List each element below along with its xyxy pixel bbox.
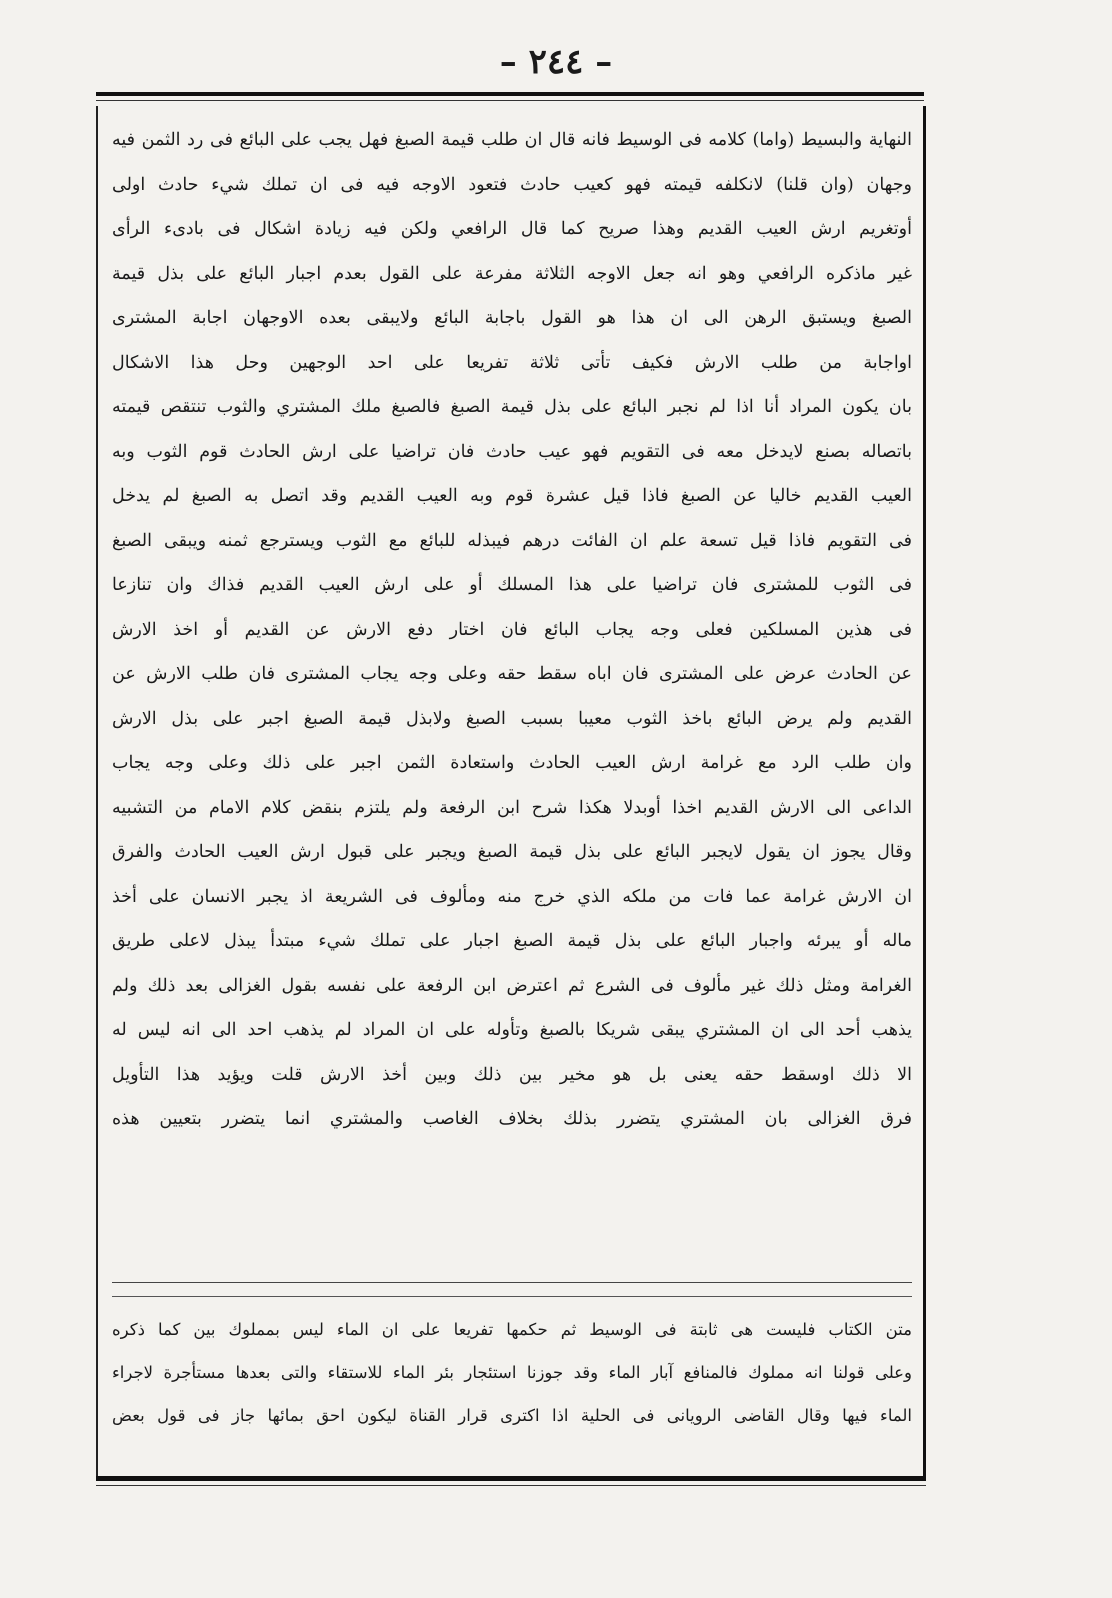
main-line: وان طلب الرد مع غرامة ارش العيب الحادث واستعادة الثمن اجبر على ذلك وعلى وجه يجاب xyxy=(112,753,912,773)
main-line: النهاية والبسيط (واما) كلامه فى الوسيط فانه قال ان طلب قيمة الصبغ فهل يجب على البائع فى رد الثمن فيه xyxy=(112,130,912,150)
top-rule-thin xyxy=(96,100,924,101)
main-line: غير ماذكره الرافعي وهو انه جعل الاوجه الثلاثة مفرعة على القول بعدم اجبار البائع على بذل قيمة xyxy=(112,263,912,284)
main-line: يذهب أحد الى ان المشتري يبقى شريكا بالصبغ وتأوله على ان المراد لم يذهب احد الى انه ليس له xyxy=(112,1020,912,1040)
main-line: ماله أو يبرئه واجبار البائع على بذل قيمة الصبغ اجبار على تملك شيء مبتدأ يبذل لاعلى طريق xyxy=(112,931,912,951)
main-line: الداعى الى الارش القديم اخذا أوبدلا هكذا شرح ابن الرفعة ولم يلتزم بنقض كلام الامام من التشبيه xyxy=(112,797,912,818)
main-line: باتصاله بصنع لايدخل معه فى التقويم فهو عيب حادث فان تراضيا على ارش الحادث قوم الثوب وبه xyxy=(112,441,912,462)
main-line: بان يكون المراد أنا اذا لم نجبر البائع على بذل قيمة الصبغ فالصبغ ملك المشتري والثوب تنتقص قيمته xyxy=(112,397,912,417)
main-line: فى الثوب للمشترى فان تراضيا على هذا المسلك أو على ارش العيب القديم فذاك وان تنازعا xyxy=(112,575,912,595)
footnote-divider-thin xyxy=(112,1296,912,1297)
main-line: الا ذلك اوسقط حقه يعنى بل هو مخير بين ذلك وبين أخذ الارش قلت ويؤيد هذا التأويل xyxy=(112,1064,912,1085)
top-rule xyxy=(96,92,924,96)
main-line: العيب القديم خاليا عن الصبغ فاذا قيل عشرة قوم وبه العيب القديم وقد اتصل به الصبغ لم يدخل xyxy=(112,486,912,506)
page-number: – ٢٤٤ – xyxy=(499,42,613,82)
footnote-line: متن الكتاب فليست هى ثابتة فى الوسيط ثم حكمها تفريعا على ان الماء ليس بمملوك بين كما ذكره xyxy=(112,1320,912,1339)
main-line: عن الحادث عرض على المشترى فان اباه سقط حقه وعلى وجه يجاب المشترى فان طلب الارش عن xyxy=(112,664,912,684)
main-line: القديم ولم يرض البائع باخذ الثوب معيبا بسبب الصبغ ولابذل قيمة الصبغ اجبر على بذل الارش xyxy=(112,708,912,729)
bottom-rule xyxy=(96,1476,926,1481)
main-line: فى التقويم فاذا قيل تسعة علم ان الفائت درهم فيبذله للبائع مع الثوب ويسترجع ثمنه ويبقى الصبغ xyxy=(112,530,912,551)
main-line: ان الارش غرامة عما فات من ملكه الذي خرج منه ومألوف فى الشريعة اذ يجبر الانسان على أخذ xyxy=(112,886,912,907)
footnote-text xyxy=(112,1308,912,1437)
main-line: فى هذين المسلكين فعلى وجه يجاب البائع فان اختار دفع الارش عن القديم أو اخذ الارش xyxy=(112,619,912,640)
main-text xyxy=(112,118,912,1142)
footnote-line: الماء فيها وقال القاضى الرويانى فى الحلية اذا اكترى قرار القناة ليكون احق بمائها جاز فى قول بعض xyxy=(112,1406,912,1425)
footnote-line: وعلى قولنا انه مملوك فالمنافع آبار الماء وقد جوزنا استئجار بئر الماء للاستقاء والتى بعدها مستأجرة لاجراء xyxy=(112,1363,912,1382)
main-line: وجهان (وان قلنا) لانكلفه قيمته فهو كعيب حادث فتعود الاوجه فيه فى ان تملك شيء حادث اولى xyxy=(112,174,912,195)
main-line: أوتغريم ارش العيب القديم وهذا صريح كما قال الرافعي ولكن فيه زيادة اشكال فى بادىء الرأى xyxy=(112,219,912,239)
bottom-rule-thin xyxy=(96,1485,926,1486)
main-line: الغرامة ومثل ذلك غير مألوف فى الشرع ثم اعترض ابن الرفعة على نفسه بقول الغزالى بعد ذلك ولم xyxy=(112,975,912,996)
footnote-divider xyxy=(112,1282,912,1283)
main-line: فرق الغزالى بان المشتري يتضرر بذلك بخلاف الغاصب والمشتري انما يتضرر بتعيين هذه xyxy=(112,1109,912,1129)
main-line: الصبغ ويستبق الرهن الى ان هذا هو القول باجابة البائع ولايبقى بعده الاوجهان اجابة المشترى xyxy=(112,308,912,328)
main-line: اواجابة من طلب الارش فكيف تأتى ثلاثة تفريعا على احد الوجهين وحل هذا الاشكال xyxy=(112,352,912,373)
main-line: وقال يجوز ان يقول لايجبر البائع على بذل قيمة الصبغ ويجبر على قبول ارش العيب الحادث والفرق xyxy=(112,842,912,862)
